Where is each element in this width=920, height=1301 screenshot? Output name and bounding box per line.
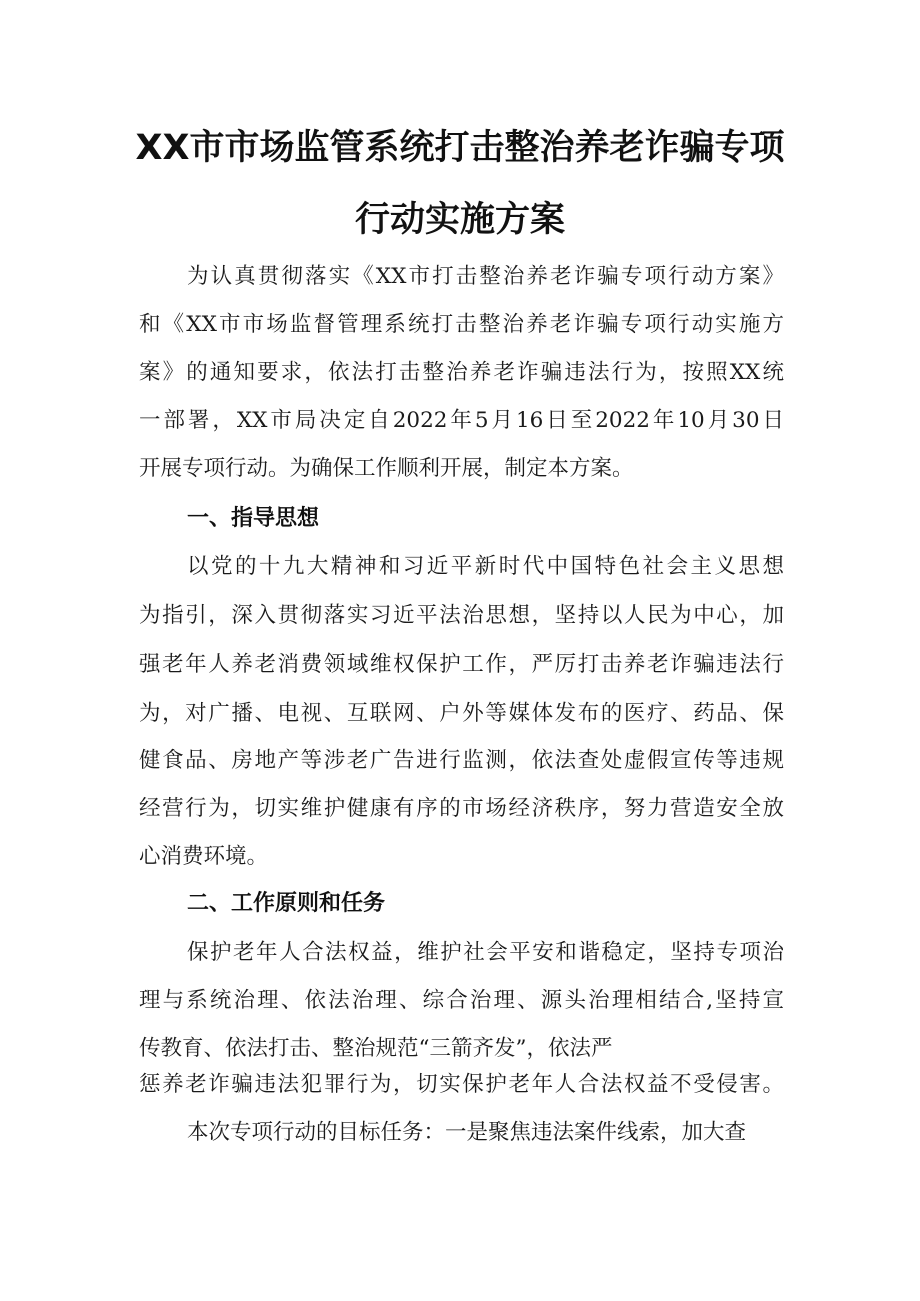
section1-line: 为，对广播、电视、互联网、户外等媒体发布的医疗、药品、保: [139, 701, 784, 726]
document-title-line-2: 行动实施方案: [354, 200, 565, 240]
intro-line: 案》的通知要求，依法打击整治养老诈骗违法行为，按照XX统: [139, 360, 784, 385]
section2-line: 本次专项行动的目标任务：一是聚焦违法案件线索，加大查: [187, 1120, 747, 1145]
section2-line: 保护老年人合法权益，维护社会平安和谐稳定，坚持专项治: [187, 940, 784, 965]
intro-line: 为认真贯彻落实《XX市打击整治养老诈骗专项行动方案》: [187, 264, 784, 289]
intro-line: 开展专项行动。为确保工作顺利开展，制定本方案。: [139, 456, 634, 481]
section-heading-guiding-ideology: 一、指导思想: [187, 506, 320, 531]
section1-line: 健食品、房地产等涉老广告进行监测，依法查处虚假宣传等违规: [139, 748, 784, 773]
section1-line: 心消费环境。: [139, 844, 269, 869]
section1-line: 经营行为，切实维护健康有序的市场经济秩序，努力营造安全放: [139, 796, 784, 821]
intro-line: 一部署，XX市局决定自2022年5月16日至2022年10月30日: [139, 408, 784, 433]
section2-line: 理与系统治理、依法治理、综合治理、源头治理相结合,坚持宣: [139, 988, 784, 1013]
section2-line: 惩养老诈骗违法犯罪行为，切实保护老年人合法权益不受侵害。: [139, 1072, 784, 1097]
section1-line: 为指引，深入贯彻落实习近平法治思想，坚持以人民为中心，加: [139, 603, 784, 628]
section-heading-principles-tasks: 二、工作原则和任务: [187, 891, 386, 916]
section1-line: 以党的十九大精神和习近平新时代中国特色社会主义思想: [187, 554, 784, 579]
document-title-line-1: XX市市场监管系统打击整治养老诈骗专项: [135, 128, 785, 168]
section2-line: 传教育、依法打击、整治规范“三箭齐发”，依法严: [139, 1036, 613, 1061]
section1-line: 强老年人养老消费领域维权保护工作，严厉打击养老诈骗违法行: [139, 652, 784, 677]
intro-line: 和《XX市市场监督管理系统打击整治养老诈骗专项行动实施方: [139, 312, 784, 337]
